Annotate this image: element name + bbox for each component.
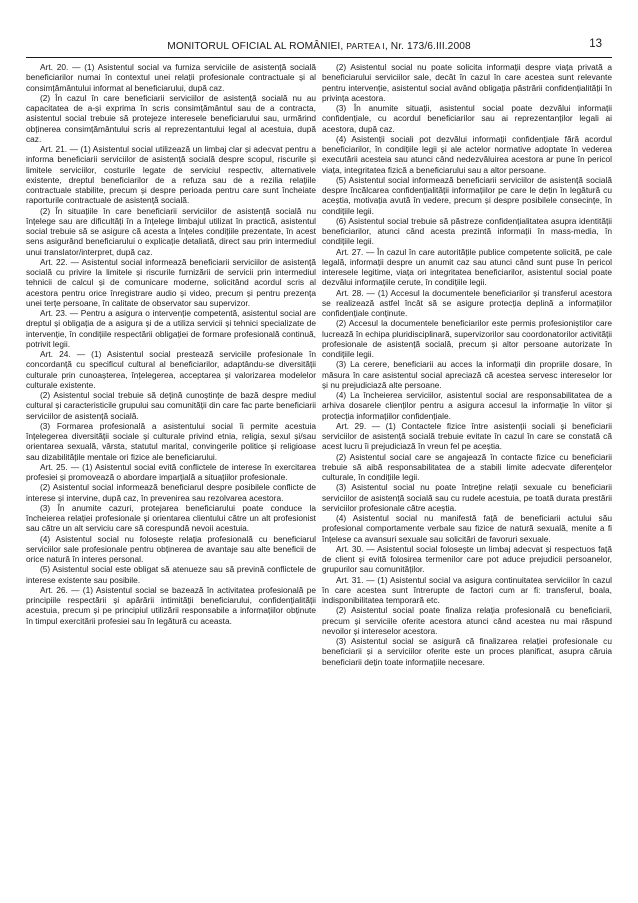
paragraph: Art. 21. — (1) Asistentul social utilizează un limbaj clar și adecvat pentru a informa beneficiarii serviciilor de asistență socială despre scopul, riscurile și limitele serviciilor, costurile legate de serviciul respectiv, alternativele existente, dreptul beneficiarilor de a refuza sau de a rezilia relațiile contractuale stabilite, precum și despre perioada pentru care sunt încheiate raporturile contractuale de asistență socială. <box>26 144 316 206</box>
paragraph: Art. 31. — (1) Asistentul social va asigura continuitatea serviciilor în cazul în care acestea sunt întrerupte de factori cum ar fi: transferul, boala, indisponibilitatea temporară etc. <box>322 574 612 605</box>
paragraph: Art. 20. — (1) Asistentul social va furniza serviciile de asistență socială beneficiarilor numai în contextul unei relații profesionale contractuale și al consimțământului informat al beneficiarului, după caz. <box>26 62 316 93</box>
right-column <box>322 62 612 667</box>
title-main: MONITORUL OFICIAL AL ROMÂNIEI, <box>167 41 347 52</box>
paragraph: Art. 25. — (1) Asistentul social evită conflictele de interese în exercitarea profesiei și promovează o abordare imparțială a situațiilor profesionale. <box>26 461 316 482</box>
page-header <box>26 38 612 54</box>
paragraph: (5) Asistentul social este obligat să atenueze sau să prevină conflictele de interese existente sau posibile. <box>26 564 316 585</box>
paragraph: Art. 24. — (1) Asistentul social prestează serviciile profesionale în concordanță cu specificul cultural al beneficiarilor, adaptându-se diversității culturale prin cunoașterea, înțelegerea, acceptarea și valorizarea modelelor culturale existente. <box>26 349 316 390</box>
paragraph: (5) Asistentul social informează beneficiarii serviciilor de asistență socială despre încălcarea confidențialității informațiilor pe care le dețin în legătură cu aceștia, motivația avută în vedere, precum și despre posibilele consecințe, în condițiile legii. <box>322 174 612 216</box>
paragraph: Art. 29. — (1) Contactele fizice între asistenții sociali și beneficiarii serviciilor de asistență socială trebuie evitate în cazul în care se constată că acest lucru îi prejudiciază în vreun fel pe aceștia. <box>322 420 612 452</box>
title-part: PARTEA I <box>346 41 385 51</box>
publication-title <box>26 38 612 55</box>
paragraph: (2) În situațiile în care beneficiarii serviciilor de asistență socială nu înțelege sau are dificultăți în a înțelege limbajul utilizat în practică, asistentul social trebuie să se asigure că acesta a înțeles condițiile prezentate, în acest sens asigurând beneficiarului o explicație detaliată, direct sau prin intermediul unui translator/interpret, după caz. <box>26 205 316 257</box>
paragraph: Art. 22. — Asistentul social informează beneficiarii serviciilor de asistență socială cu privire la limitele și riscurile furnizării de servicii prin intermediul tehnicii de calcul și de comunicare moderne, solicitând acordul scris al acestora pentru orice înregistrare audio și video, precum și pentru prezența unei terțe persoane, în calitate de observator sau supervizor. <box>26 256 316 308</box>
paragraph: (6) Asistentul social trebuie să păstreze confidențialitatea asupra identității beneficiarilor, atunci când acesta prezintă informații în mass-media, în condițiile legii. <box>322 215 612 247</box>
left-column <box>26 62 316 626</box>
paragraph: (3) Asistentul social se asigură că finalizarea relației profesionale cu beneficiarii și a serviciilor oferite este un proces planificat, asupra căruia beneficiarii dețin toate informațiile necesare. <box>322 636 612 667</box>
paragraph: (4) Asistentul social nu folosește relația profesională cu beneficiarul serviciilor sale profesionale pentru obținerea de avantaje sau alte beneficii de orice natură în interes personal. <box>26 533 316 564</box>
paragraph: (2) Accesul la documentele beneficiarilor este permis profesioniștilor care lucrează în echipa pluridisciplinară, supervizorilor sau coordonatorilor activității profesionale de asistență socială, precum și altor persoane autorizate în condițiile legii. <box>322 318 612 359</box>
paragraph: (2) În cazul în care beneficiarii serviciilor de asistență socială nu au capacitatea de a-și exprima în scris consimțământul sau de a contracta, asistentul social trebuie să protejeze interesele beneficiarului sau, urmărind obținerea consimțământului scris al reprezentantului legal al acestuia, după caz. <box>26 92 316 144</box>
page-number: 13 <box>589 38 602 50</box>
paragraph: (4) La încheierea serviciilor, asistentul social are responsabilitatea de a arhiva dosarele clienților pentru a asigura accesul la informație în viitor și protecția informațiilor confidențiale. <box>322 390 612 421</box>
paragraph: Art. 30. — Asistentul social folosește un limbaj adecvat și respectuos față de client și evită folosirea termenilor care pot aduce prejudicii persoanelor, grupurilor sau comunităților. <box>322 543 612 575</box>
paragraph: Art. 27. — În cazul în care autoritățile publice competente solicită, pe cale legală, informații despre un anumit caz sau atunci când sunt puse în pericol interesele legitime, viața ori integritatea beneficiarilor, asistentul social poate dezvălui informațiile cerute, în condițiile legii. <box>322 246 612 288</box>
paragraph: (3) Asistentul social nu poate întreține relații sexuale cu beneficiarii serviciilor de asistență socială sau cu rudele acestuia, pe toată durata prestării serviciilor profesionale către aceștia. <box>322 482 612 513</box>
paragraph: Art. 28. — (1) Accesul la documentele beneficiarilor și transferul acestora se realizează astfel încât să se asigure protecția deplină a informațiilor confidențiale conținute. <box>322 287 612 318</box>
paragraph: (2) Asistentul social trebuie să dețină cunoștințe de bază despre mediul cultural și caracteristicile grupului sau comunității din care fac parte beneficiarii serviciilor de asistență socială. <box>26 390 316 421</box>
title-issue: , Nr. 173/6.III.2008 <box>384 41 471 52</box>
paragraph: Art. 23. — Pentru a asigura o intervenție competentă, asistentul social are dreptul și obligația de a asigura și de a utiliza servicii și tehnici specializate de intervenție, în condițiile respectării obligației de formare profesională continuă, potrivit legii. <box>26 308 316 349</box>
paragraph: Art. 26. — (1) Asistentul social se bazează în activitatea profesională pe principiile respectării și apărării intimității beneficiarului, confidențialității acestuia, precum și pe principiul utilizării responsabile a informațiilor obținute în timpul exercitării profesiei sau în legătură cu aceasta. <box>26 584 316 626</box>
paragraph: (2) Asistentul social informează beneficiarul despre posibilele conflicte de interese și intervine, după caz, în prevenirea sau rezolvarea acestora. <box>26 482 316 503</box>
paragraph: (2) Asistentul social care se angajează în contacte fizice cu beneficiarii trebuie să aibă responsabilitatea de a stabili limite adecvate diferențelor culturale, în condițiile legii. <box>322 451 612 482</box>
paragraph: (4) Asistenții sociali pot dezvălui informații confidențiale fără acordul beneficiarilor, în condițiile legii și ale actelor normative adoptate în vederea executării acesteia sau atunci când nedezvăluirea acestora ar pune în pericol viața, integritatea fizică a beneficiarului sau a altor persoane. <box>322 133 612 175</box>
paragraph: (3) În anumite situații, asistentul social poate dezvălui informații confidențiale, cu acordul beneficiarilor sau ai reprezentanților legali ai acestora, după caz. <box>322 103 612 134</box>
paragraph: (2) Asistentul social nu poate solicita informații despre viața privată a beneficiarului serviciilor sale, decât în cazul în care acestea sunt relevante pentru intervenție, asistentul social având obligația păstrării confidențialității în privința acestora. <box>322 62 612 103</box>
paragraph: (3) În anumite cazuri, protejarea beneficiarului poate conduce la încheierea relației profesionale și orientarea clientului către un alt profesionist sau către un alt serviciu care să corespundă nevoii acestuia. <box>26 502 316 534</box>
paragraph: (2) Asistentul social poate finaliza relația profesională cu beneficiarii, precum și serviciile oferite acestora atunci când acestea nu mai răspund nevoilor și intereselor acestora. <box>322 605 612 636</box>
header-divider <box>26 57 612 58</box>
paragraph: (4) Asistentul social nu manifestă față de beneficiarii actului său profesional comportamente verbale sau fizice de natură sexuală, menite a fi înțelese ca avansuri sexuale sau solicitări de favoruri sexuale. <box>322 513 612 544</box>
paragraph: (3) La cerere, beneficiarii au acces la informații din propriile dosare, în măsura în care asistentul social apreciază că acestea servesc intereselor lor și nu prejudiciază alte persoane. <box>322 359 612 390</box>
paragraph: (3) Formarea profesională a asistentului social îi permite acestuia înțelegerea diversității sociale și culturale privind etnia, religia, sexul și/sau orientarea sexuală, vârsta, statutul marital, convingerile politice și religioase sau dizabilitățile mentale ori fizice ale beneficiarului. <box>26 420 316 462</box>
